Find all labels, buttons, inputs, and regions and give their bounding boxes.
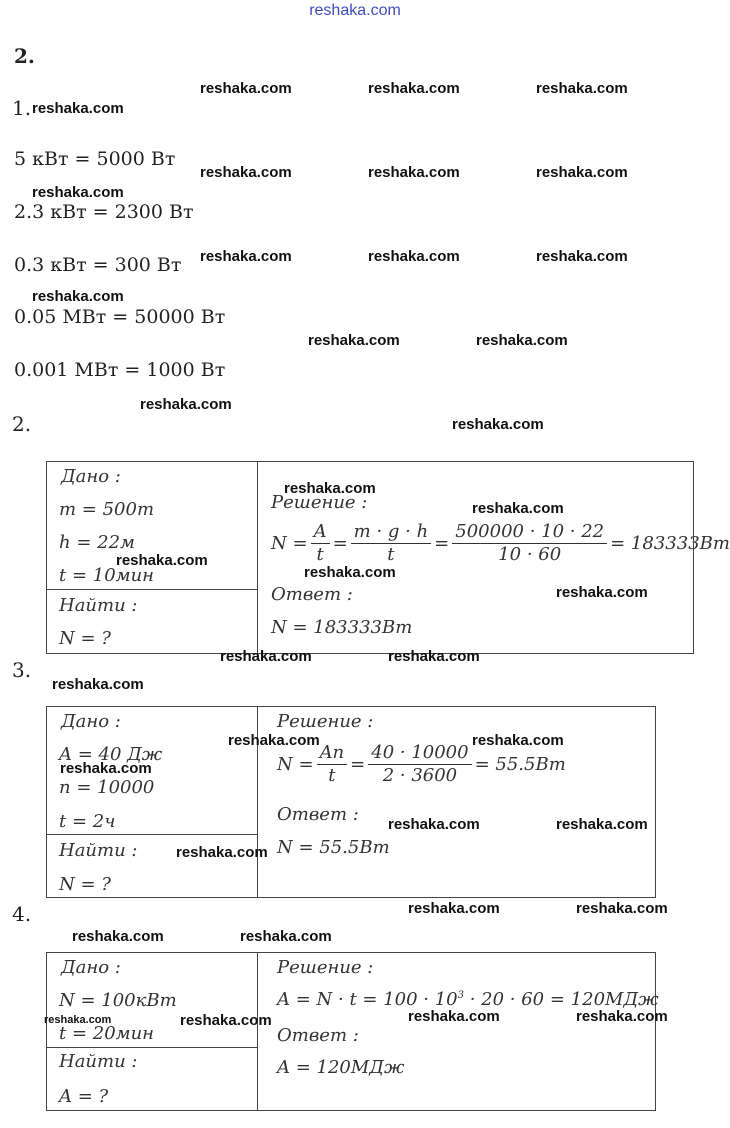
watermark: reshaka.com bbox=[388, 648, 480, 665]
given-line: A = 40 Дж bbox=[59, 744, 163, 765]
problem3-table bbox=[46, 706, 656, 898]
watermark: reshaka.com bbox=[536, 80, 628, 97]
solution-label: Решение : bbox=[271, 492, 368, 513]
answer-value: N = 55.5Вт bbox=[277, 837, 390, 858]
watermark: reshaka.com bbox=[228, 732, 320, 749]
solution-formula bbox=[271, 522, 730, 565]
item-number-4: 4. bbox=[12, 902, 32, 926]
item-number-2: 2. bbox=[12, 412, 32, 436]
watermark: reshaka.com bbox=[32, 288, 124, 305]
watermark: reshaka.com bbox=[176, 844, 268, 861]
table-divider-horizontal bbox=[47, 589, 258, 590]
watermark: reshaka.com bbox=[536, 248, 628, 265]
watermark: reshaka.com bbox=[452, 416, 544, 433]
item-number-1: 1. bbox=[12, 96, 32, 120]
watermark: reshaka.com bbox=[368, 80, 460, 97]
conversion-4: 0.05 МВт = 50000 Вт bbox=[14, 306, 226, 328]
conversion-5: 0.001 МВт = 1000 Вт bbox=[14, 359, 226, 381]
watermark: reshaka.com bbox=[304, 564, 396, 581]
equals-sign: = bbox=[332, 533, 348, 554]
answer-label: Ответ : bbox=[271, 584, 353, 605]
find-value: N = ? bbox=[59, 874, 111, 895]
solution-formula: $A = N \cdot t = 100 \cdot 10^3 \cdot 20 \cdot 60 = 120МДж$ bbox=[277, 989, 659, 1010]
watermark: reshaka.com bbox=[116, 552, 208, 569]
find-value: N = ? bbox=[59, 628, 111, 649]
formula-result: = 183333Вт bbox=[610, 533, 730, 554]
watermark: reshaka.com bbox=[60, 760, 152, 777]
watermark: reshaka.com bbox=[180, 1012, 272, 1029]
given-line: N = 100кВт bbox=[59, 990, 177, 1011]
given-line: h = 22м bbox=[59, 532, 135, 553]
problem4-table bbox=[46, 952, 659, 1111]
watermark: reshaka.com bbox=[52, 676, 144, 693]
answer-value: A = 120МДж bbox=[277, 1057, 405, 1078]
formula-result: = 55.5Вт bbox=[474, 754, 566, 775]
watermark: reshaka.com bbox=[200, 164, 292, 181]
find-label: Найти : bbox=[59, 595, 138, 616]
watermark: reshaka.com bbox=[368, 248, 460, 265]
watermark: reshaka.com bbox=[72, 928, 164, 945]
fraction: $\frac{500000 \cdot 10 \cdot 22}{10 \cdot 60}$ bbox=[452, 522, 607, 565]
watermark: reshaka.com bbox=[284, 480, 376, 497]
fraction: $\frac{40 \cdot 10000}{2 \cdot 3600}$ bbox=[368, 743, 471, 786]
watermark: reshaka.com bbox=[472, 500, 564, 517]
given-line: t = 10мин bbox=[59, 565, 155, 586]
watermark: reshaka.com bbox=[220, 648, 312, 665]
answer-label: Ответ : bbox=[277, 1025, 359, 1046]
equals-sign: = bbox=[350, 754, 366, 775]
formula-lhs: N = bbox=[271, 533, 308, 554]
given-label: Дано : bbox=[61, 957, 121, 978]
find-label: Найти : bbox=[59, 1051, 138, 1072]
answer-value: N = 183333Вт bbox=[271, 617, 413, 638]
solution-label: Решение : bbox=[277, 957, 374, 978]
fraction: $\frac{An}{t}$ bbox=[317, 743, 348, 786]
given-line: t = 2ч bbox=[59, 811, 116, 832]
table-divider-horizontal bbox=[47, 1047, 258, 1048]
watermark: reshaka.com bbox=[32, 100, 124, 117]
task-number: 2. bbox=[14, 44, 35, 68]
conversion-3: 0.3 кВт = 300 Вт bbox=[14, 254, 182, 276]
formula-lhs: N = bbox=[277, 754, 314, 775]
given-line: n = 10000 bbox=[59, 777, 155, 798]
watermark: reshaka.com bbox=[472, 732, 564, 749]
watermark: reshaka.com bbox=[556, 584, 648, 601]
watermark: reshaka.com bbox=[200, 248, 292, 265]
item-number-3: 3. bbox=[12, 658, 32, 682]
given-line: m = 500т bbox=[59, 499, 155, 520]
table-divider-vertical bbox=[257, 953, 258, 1110]
solution-formula bbox=[277, 743, 566, 786]
find-label: Найти : bbox=[59, 840, 138, 861]
solution-label: Решение : bbox=[277, 711, 374, 732]
watermark: reshaka.com bbox=[44, 1014, 112, 1026]
watermark: reshaka.com bbox=[576, 900, 668, 917]
watermark: reshaka.com bbox=[240, 928, 332, 945]
given-label: Дано : bbox=[61, 466, 121, 487]
find-value: A = ? bbox=[59, 1086, 109, 1107]
watermark: reshaka.com bbox=[408, 1008, 500, 1025]
fraction: $\frac{A}{t}$ bbox=[311, 522, 330, 565]
watermark: reshaka.com bbox=[308, 332, 400, 349]
site-header-link[interactable]: reshaka.com bbox=[309, 2, 401, 19]
table-divider-horizontal bbox=[47, 834, 258, 835]
given-label: Дано : bbox=[61, 711, 121, 732]
watermark: reshaka.com bbox=[408, 900, 500, 917]
watermark: reshaka.com bbox=[556, 816, 648, 833]
watermark: reshaka.com bbox=[476, 332, 568, 349]
watermark: reshaka.com bbox=[536, 164, 628, 181]
watermark: reshaka.com bbox=[576, 1008, 668, 1025]
conversion-1: 5 кВт = 5000 Вт bbox=[14, 148, 176, 170]
watermark: reshaka.com bbox=[368, 164, 460, 181]
conversion-2: 2.3 кВт = 2300 Вт bbox=[14, 201, 194, 223]
watermark: reshaka.com bbox=[200, 80, 292, 97]
given-line: t = 20мин bbox=[59, 1023, 155, 1044]
equals-sign: = bbox=[434, 533, 450, 554]
table-divider-vertical bbox=[257, 462, 258, 653]
answer-label: Ответ : bbox=[277, 804, 359, 825]
watermark: reshaka.com bbox=[140, 396, 232, 413]
watermark: reshaka.com bbox=[388, 816, 480, 833]
watermark: reshaka.com bbox=[32, 184, 124, 201]
fraction: $\frac{m \cdot g \cdot h}{t}$ bbox=[351, 522, 432, 565]
